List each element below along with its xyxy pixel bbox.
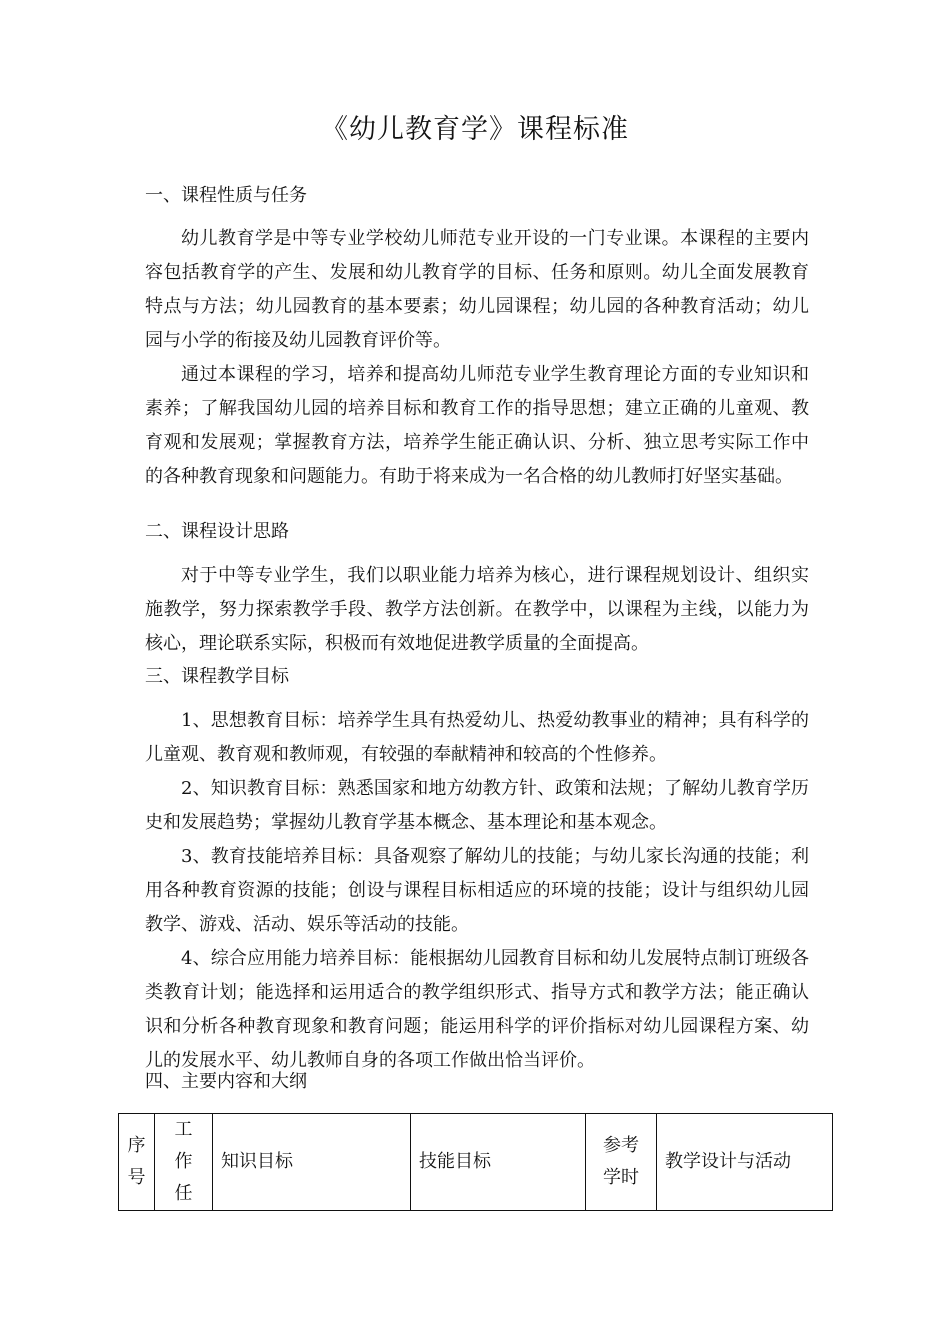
- header-cell-number: [119, 1114, 155, 1211]
- table-header-row: [119, 1114, 833, 1211]
- section-heading-outline: 四、主要内容和大纲: [145, 1071, 307, 1092]
- header-hours-line-1: 参考: [603, 1135, 639, 1156]
- header-number-line-1: 序: [127, 1135, 146, 1156]
- paragraph-nature-2: 通过本课程的学习，培养和提高幼儿师范专业学生教育理论方面的专业知识和素养；了解我国幼儿园的培养目标和教育工作的指导思想；建立正确的儿童观、教育观和发展观；掌握教育方法，培养学生能正确认识、分析、独立思考实际工作中的各种教育现象和问题能力。有助于将来成为一名合格的幼儿教师打好坚实基础。: [145, 364, 809, 487]
- header-task-line-3: 任: [174, 1183, 193, 1204]
- section-heading-design: 二、课程设计思路: [145, 521, 289, 542]
- header-hours-line-2: 学时: [603, 1167, 639, 1188]
- header-number-line-2: 号: [127, 1167, 146, 1188]
- paragraph-nature-1: 幼儿教育学是中等专业学校幼儿师范专业开设的一门专业课。本课程的主要内容包括教育学的产生、发展和幼儿教育学的目标、任务和原则。幼儿全面发展教育特点与方法；幼儿园教育的基本要素；幼儿园课程；幼儿园的各种教育活动；幼儿园与小学的衔接及幼儿园教育评价等。: [145, 228, 809, 351]
- header-cell-skill: 技能目标: [411, 1114, 586, 1211]
- paragraph-objective-2: 2、知识教育目标：熟悉国家和地方幼教方针、政策和法规；了解幼儿教育学历史和发展趋势；掌握幼儿教育学基本概念、基本理论和基本观念。: [145, 778, 809, 833]
- section-heading-objectives: 三、课程教学目标: [145, 666, 289, 687]
- paragraph-objective-1: 1、思想教育目标：培养学生具有热爱幼儿、热爱幼教事业的精神；具有科学的儿童观、教育观和教师观，有较强的奉献精神和较高的个性修养。: [145, 710, 809, 765]
- header-task-line-1: 工: [174, 1119, 193, 1140]
- outline-table: [118, 1113, 833, 1211]
- header-task-line-2: 作: [174, 1151, 193, 1172]
- paragraph-design-1: 对于中等专业学生，我们以职业能力培养为核心，进行课程规划设计、组织实施教学，努力探索教学手段、教学方法创新。在教学中，以课程为主线，以能力为核心，理论联系实际，积极而有效地促进教学质量的全面提高。: [145, 565, 809, 654]
- document-title: 《幼儿教育学》课程标准: [321, 114, 629, 145]
- paragraph-objective-4: 4、综合应用能力培养目标：能根据幼儿园教育目标和幼儿发展特点制订班级各类教育计划；能选择和运用适合的教学组织形式、指导方式和教学方法；能正确认识和分析各种教育现象和教育问题；能运用科学的评价指标对幼儿园课程方案、幼儿的发展水平、幼儿教师自身的各项工作做出恰当评价。: [145, 948, 809, 1071]
- header-cell-knowledge: 知识目标: [213, 1114, 411, 1211]
- header-cell-task: [155, 1114, 213, 1211]
- header-cell-hours: [586, 1114, 657, 1211]
- header-cell-design: 教学设计与活动: [657, 1114, 833, 1211]
- paragraph-objective-3: 3、教育技能培养目标：具备观察了解幼儿的技能；与幼儿家长沟通的技能；利用各种教育资源的技能；创设与课程目标相适应的环境的技能；设计与组织幼儿园教学、游戏、活动、娱乐等活动的技能。: [145, 846, 809, 935]
- section-heading-nature: 一、课程性质与任务: [145, 185, 307, 206]
